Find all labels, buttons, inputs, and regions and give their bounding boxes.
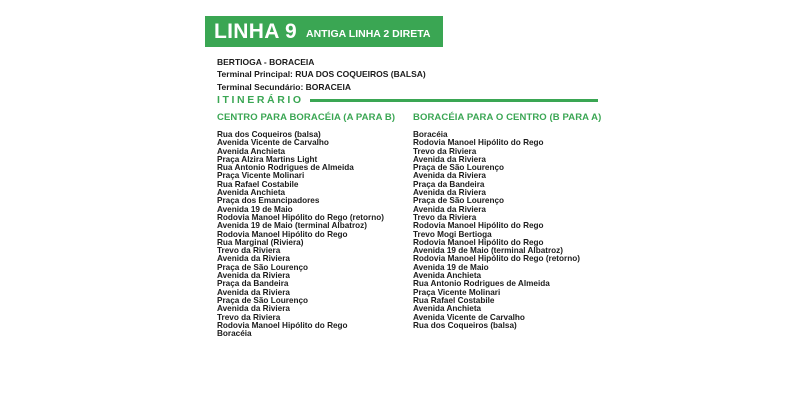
stop-item: Rua Rafael Costabile (413, 295, 495, 305)
stop-item: Praça de São Lourenço (413, 163, 505, 173)
stop-item: Praça de São Lourenço (217, 262, 309, 272)
stop-item: Trevo da Riviera (217, 312, 281, 322)
stop-item: Praça dos Emancipadores (217, 196, 320, 206)
stop-item: Boracéia (217, 329, 252, 339)
stop-item: Avenida da Riviera (413, 204, 486, 214)
stop-item: Avenida Anchieta (217, 188, 286, 198)
stop-item: Rua Antonio Rodrigues de Almeida (217, 163, 354, 173)
stop-item: Rodovia Manoel Hipólito do Rego (retorno) (413, 254, 580, 264)
line-header-banner (205, 16, 443, 47)
stop-item: Avenida da Riviera (413, 154, 486, 164)
stop-item: Rua dos Coqueiros (balsa) (413, 320, 517, 330)
stop-item: Praça de São Lourenço (413, 196, 505, 206)
stop-item: Rodovia Manoel Hipólito do Rego (413, 138, 544, 148)
stop-item: Trevo Mogi Bertioga (413, 229, 492, 239)
direction-b-column (413, 112, 613, 330)
stop-item: Praça Vicente Molinari (413, 287, 501, 297)
stop-item: Trevo da Riviera (413, 146, 477, 156)
stop-item: Avenida da Riviera (217, 271, 290, 281)
main-terminal: Terminal Principal: RUA DOS COQUEIROS (BALSA) (217, 69, 426, 80)
stop-item: Avenida 19 de Maio (217, 204, 293, 214)
stop-item: Rua Marginal (Riviera) (217, 237, 304, 247)
stop-item: Rodovia Manoel Hipólito do Rego (retorno) (217, 212, 384, 222)
stop-item: Rodovia Manoel Hipólito do Rego (413, 237, 544, 247)
stop-item: Praça da Bandeira (413, 179, 485, 189)
stop-item: Avenida Anchieta (217, 146, 286, 156)
stop-item: Avenida 19 de Maio (413, 262, 489, 272)
itinerary-divider (310, 99, 598, 102)
line-info (217, 56, 426, 93)
stop-item: Praça Alzira Martins Light (217, 154, 318, 164)
direction-a-stop-list (217, 131, 417, 338)
stop-item: Rua Antonio Rodrigues de Almeida (413, 279, 550, 289)
stop-item: Praça Vicente Molinari (217, 171, 305, 181)
stop-item: Rua Rafael Costabile (217, 179, 299, 189)
stop-item: Avenida da Riviera (217, 304, 290, 314)
stop-item: Rua dos Coqueiros (balsa) (217, 130, 321, 139)
stop-item: Rodovia Manoel Hipólito do Rego (217, 229, 348, 239)
direction-a-column (217, 112, 417, 338)
stop-item: Avenida da Riviera (413, 171, 486, 181)
stop-item: Avenida Anchieta (413, 271, 482, 281)
line-subtitle: ANTIGA LINHA 2 DIRETA (306, 27, 431, 40)
stop-item: Praça de São Lourenço (217, 295, 309, 305)
stop-item: Avenida da Riviera (217, 287, 290, 297)
stop-item: Avenida da Riviera (413, 188, 486, 198)
stop-item: Avenida Vicente de Carvalho (217, 138, 329, 148)
stop-item: Avenida Anchieta (413, 304, 482, 314)
route-name: BERTIOGA - BORACEIA (217, 57, 315, 67)
stop-item: Avenida Vicente de Carvalho (413, 312, 525, 322)
stop-item: Rodovia Manoel Hipólito do Rego (413, 221, 544, 231)
stop-item: Avenida 19 de Maio (terminal Albatroz) (217, 221, 367, 231)
stop-item: Trevo da Riviera (413, 212, 477, 222)
direction-b-stop-list (413, 131, 613, 330)
stop-item: Rodovia Manoel Hipólito do Rego (217, 320, 348, 330)
stop-item: Avenida 19 de Maio (terminal Albatroz) (413, 246, 563, 256)
itinerary-title: ITINERÁRIO (217, 94, 304, 106)
stop-item: Boracéia (413, 130, 448, 139)
stop-item: Trevo da Riviera (217, 246, 281, 256)
direction-b-title: BORACÉIA PARA O CENTRO (B PARA A) (413, 112, 602, 123)
direction-a-title: CENTRO PARA BORACÉIA (A PARA B) (217, 112, 396, 123)
stop-item: Praça da Bandeira (217, 279, 289, 289)
secondary-terminal: Terminal Secundário: BORACEIA (217, 81, 351, 92)
line-name: LINHA 9 (214, 19, 297, 43)
stop-item: Avenida da Riviera (217, 254, 290, 264)
